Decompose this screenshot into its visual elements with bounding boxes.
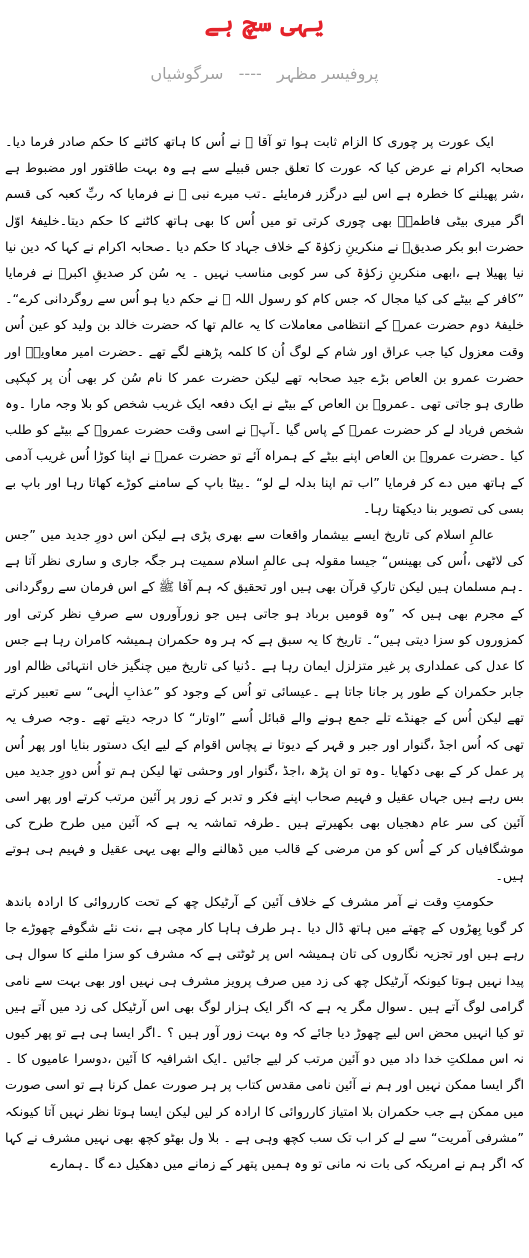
paragraph: حکومتِ وقت نے آمر مشرف کے خلاف آئین کے آرٹیکل چھ کے تحت کارروائی کا ارادہ باندھ کر گویا بِھڑوں کے چھتے میں ہاتھ ڈال دیا ۔ہر طرف ہاہا کار مچی ہے ،نت نئے شگوفے چھوڑے جا رہے ہیں اور تجزیہ نگاروں کی تان ہمیشہ اس پر ٹوٹتی ہے کہ مشرف کو سزا ملنے کا سوال ہی پیدا نہیں ہوتا کیونکہ آرٹیکل چھ کی زد میں صرف پرویز مشرف ہی نہیں اور بھی بہت سے نامی گرامی لوگ آتے ہیں ۔سوال مگر یہ ہے کہ اگر ایک ہزار لوگ بھی اس آرٹیکل کی زد میں آتے ہیں تو کیا انہیں محض اس لیے چھوڑ دیا جائے کہ وہ بہت زور آور ہیں ؟ ۔اگر ایسا ہی ہے تو پھر کیوں نہ اس مملکتِ خدا داد میں دو آئین مرتب کر لیے جائیں ۔ایک اشرافیہ کا آئین ،دوسرا عامیوں کا ۔اگر ایسا ممکن نہیں اور ہم نے آئین نامی مقدس کتاب پر ہر صورت عمل کرنا ہے تو اسی صورت میں ممکن ہے جب حکمران بلا امتیاز کارروائی کا ارادہ کر لیں لیکن ایسا ہوتا نظر نہیں آتا کیونکہ ”مشرفی آمریت“ سے لے کر اب تک سب کچھ وہی ہے ۔ بلا ول بھٹو کچھ بھی نہیں مشرف نے کہا کہ اگر ہم نے امریکہ کی بات نہ مانی تو وہ ہمیں پتھر کے زمانے میں دھکیل دے گا ۔ہمارے bbox=[5, 894, 524, 1172]
paragraph: ایک عورت پر چوری کا الزام ثابت ہوا تو آقا ﷺ نے اُس کا ہاتھ کاٹنے کا حکم صادر فرما دیا۔صحابہ اکرام نے عرض کیا کہ عورت کا تعلق جس قبیلے سے ہے وہ بہت طاقتور اور مضبوط ہے ،شر پھیلنے کا خطرہ ہے اس لیے درگزر فرمایئے ۔تب میرے نبی ﷺ نے فرمایا کہ ربِّ کعبہ کی قسم اگر میری بیٹی فاطمہؓ بھی چوری کرتی تو میں اُس کا بھی ہاتھ کاٹنے کا حکم دیتا۔خلیفۂ اوّل حضرت ابو بکر صدیقؓ نے منکرینِ زکوٰۃ کے خلاف جہاد کا حکم دیا ۔صحابہ اکرام نے کہا کہ دین نیا نیا پھیلا ہے ،ابھی منکرینِ زکوٰۃ کی سر کوبی مناسب نہیں ۔ یہ سُن کر صدیقِ اکبرؓ نے فرمایا ”کافر کے بیٹے کی کیا مجال کہ جس کام کو رسول اللہ ﷺ نے حکم دیا ہو اُس سے روگردانی کرے“۔ خلیفۂ دوم حضرت عمرؓ کے انتظامی معاملات کا یہ عالم تھا کہ حضرت خالد بن ولید کو عین اُس وقت معزول کیا جب عراق اور شام کے لوگ اُن کا کلمہ پڑھنے لگے تھے ۔حضرت امیر معاویہؓ اور حضرت عمرو بن العاص بڑے جید صحابہ تھے لیکن حضرت عمر کا نام سُن کر بھی اُن پر کپکپی طاری ہو جاتی تھی ۔عمروؓ بن العاص کے بیٹے نے ایک دفعہ ایک غریب شخص کو بلا وجہ مارا ۔وہ شخص فریاد لے کر حضرت عمرؓ کے پاس گیا ۔آپؓ نے اسی وقت حضرت عمروؓ کے بیٹے کو طلب کیا ۔حضرت عمروؓ بن العاص اپنے بیٹے کے ہمراہ آئے تو حضرت عمرؓ نے اپنا کوڑا اُس غریب آدمی کے ہاتھ میں دے کر فرمایا ”اب تم اپنا بدلہ لے لو“ ۔بیٹا باپ کے سامنے کوڑے کھاتا رہا اور باپ بے بسی کی تصویر بنا دیکھتا رہا۔ bbox=[5, 135, 524, 517]
column-title: یہی سچ ہے bbox=[204, 8, 325, 37]
author-name: پروفیسر مظہر bbox=[277, 64, 379, 83]
paragraph: عالمِ اسلام کی تاریخ ایسے بیشمار واقعات سے بھری پڑی ہے لیکن اس دورِ جدید میں ”جس کی لاٹھی ،اُس کی بھینس“ جیسا مقولہ ہی عالمِ اسلام سمیت ہر جگہ جاری و ساری نظر آتا ہے ۔ہم مسلمان ہیں لیکن تارکِ قرآن بھی ہیں اور تحقیق کہ ہم آقا ﷺ کے اس فرمان سے روگردانی کے مجرم بھی ہیں کہ ”وہ قومیں برباد ہو جاتی ہیں جو زورآوروں سے صرفِ نظر کرتی اور کمزوروں کو سزا دیتی ہیں“۔ تاریخ کا یہ سبق ہے کہ ہر وہ حکمران ہمیشہ کامران رہا ہے جس کا عدل کی عملداری پر غیر متزلزل ایمان رہا ہے ۔دُنیا کی تاریخ میں چنگیز خاں انتہائی ظالم اور جابر حکمران کے طور پر جانا جاتا ہے ۔عیسائی تو اُس کے وجود کو ”عذابِ الٰہی“ سے تعبیر کرتے تھے لیکن اُس کے جھنڈے تلے جمع ہونے والے قبائل اُسے ”اوتار“ کا درجہ دیتے تھے ۔وجہ صرف یہ تھی کہ اُس اجڈ ،گنوار اور جبر و قہر کے دیوتا نے پچاس اقوام کے لیے ایک دستور بنایا اور پھر اُس پر عمل کر کے بھی دکھایا ۔وہ تو ان پڑھ ،اجڈ ،گنوار اور وحشی تھا لیکن ہم تو اُس دورِ جدید میں بس رہے ہیں جہاں عقیل و فہیم صحاب اپنے فکر و تدبر کے زور پر آئین مرتب کرتے اور پھر اسی آئین کی سر عام دھجیاں بھی بکھیرتے ہیں ۔طرفہ تماشہ یہ ہے کہ آئین میں طرح طرح کی موشگافیاں کر کے اُس کو من مرضی کے قالب میں ڈھالنے والے بھی یہی عقیل و فہیم ہی ہوتے ہیں۔ bbox=[5, 528, 524, 884]
byline bbox=[0, 50, 529, 98]
article-body bbox=[5, 130, 524, 1178]
byline-separator: ---- bbox=[238, 64, 262, 83]
column-name: سرگوشیاں bbox=[150, 64, 224, 83]
